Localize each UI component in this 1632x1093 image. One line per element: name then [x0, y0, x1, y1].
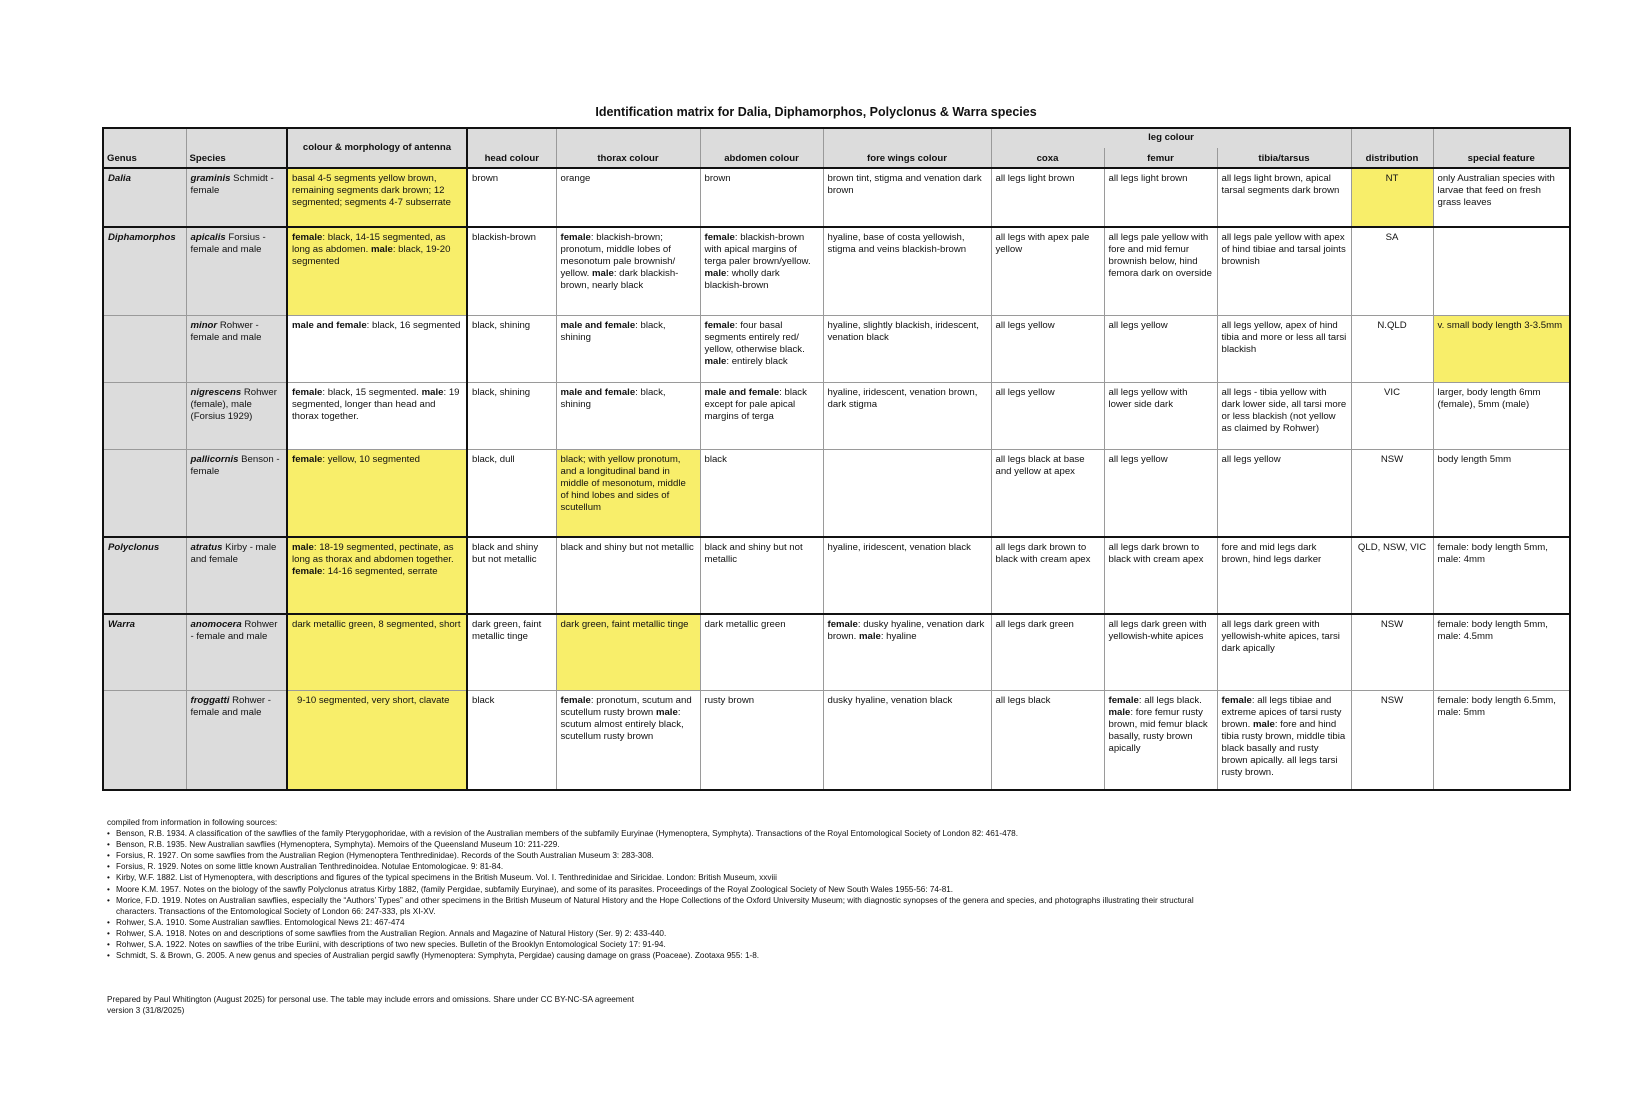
distribution-cell: NSW: [1351, 614, 1433, 690]
femur-cell: all legs dark brown to black with cream apex: [1104, 537, 1217, 614]
distribution-cell: NSW: [1351, 690, 1433, 790]
special-feature-cell: female: body length 5mm, male: 4.5mm: [1433, 614, 1570, 690]
forewings-cell: hyaline, iridescent, venation black: [823, 537, 991, 614]
antenna-cell: 9-10 segmented, very short, clavate: [287, 690, 467, 790]
tibia-cell: all legs pale yellow with apex of hind tibiae and tarsal joints brownish: [1217, 227, 1351, 315]
source-item: • Rohwer, S.A. 1922. Notes on sawflies of the tribe Euriini, with descriptions of two new species. Bulletin of the Brooklyn Entomological Society 17: 91-94.: [107, 939, 1207, 950]
sources-list: [107, 817, 1207, 961]
forewings-cell: hyaline, iridescent, venation brown, dark stigma: [823, 382, 991, 449]
special-feature-cell: [1433, 227, 1570, 315]
femur-cell: all legs light brown: [1104, 168, 1217, 227]
header-leg-colour: leg colour: [991, 128, 1351, 148]
species-cell: atratus Kirby - male and female: [186, 537, 287, 614]
coxa-cell: all legs dark brown to black with cream apex: [991, 537, 1104, 614]
thorax-cell: female: blackish-brown; pronotum, middle lobes of mesonotum pale brownish/ yellow. male: dark blackish-brown, nearly black: [556, 227, 700, 315]
special-feature-cell: body length 5mm: [1433, 449, 1570, 537]
header-antenna: colour & morphology of antenna: [287, 128, 467, 168]
table-row: [103, 168, 1570, 227]
tibia-cell: fore and mid legs dark brown, hind legs darker: [1217, 537, 1351, 614]
source-item: • Rohwer, S.A. 1910. Some Australian sawflies. Entomological News 21: 467-474: [107, 917, 1207, 928]
distribution-cell: NT: [1351, 168, 1433, 227]
forewings-cell: hyaline, base of costa yellowish, stigma and veins blackish-brown: [823, 227, 991, 315]
tibia-cell: all legs yellow: [1217, 449, 1351, 537]
genus-cell: Warra: [103, 614, 186, 690]
coxa-cell: all legs black at base and yellow at apex: [991, 449, 1104, 537]
species-cell: nigrescens Rohwer (female), male (Forsius 1929): [186, 382, 287, 449]
thorax-cell: black and shiny but not metallic: [556, 537, 700, 614]
forewings-cell: [823, 449, 991, 537]
abdomen-cell: female: four basal segments entirely red/ yellow, otherwise black. male: entirely black: [700, 315, 823, 382]
page-title: Identification matrix for Dalia, Diphamorphos, Polyclonus & Warra species: [595, 105, 1037, 119]
species-cell: anomocera Rohwer - female and male: [186, 614, 287, 690]
table-row: [103, 537, 1570, 614]
head-cell: black and shiny but not metallic: [467, 537, 556, 614]
table-row: [103, 614, 1570, 690]
antenna-cell: male and female: black, 16 segmented: [287, 315, 467, 382]
forewings-cell: female: dusky hyaline, venation dark brown. male: hyaline: [823, 614, 991, 690]
species-cell: minor Rohwer - female and male: [186, 315, 287, 382]
genus-cell: [103, 382, 186, 449]
distribution-cell: N.QLD: [1351, 315, 1433, 382]
distribution-cell: NSW: [1351, 449, 1433, 537]
thorax-cell: black; with yellow pronotum, and a longitudinal band in middle of mesonotum, middle of hind lobes and sides of scutellum: [556, 449, 700, 537]
footer: [107, 994, 634, 1016]
femur-cell: all legs pale yellow with fore and mid femur brownish below, hind femora dark on overside: [1104, 227, 1217, 315]
coxa-cell: all legs yellow: [991, 382, 1104, 449]
antenna-cell: female: black, 14-15 segmented, as long as abdomen. male: black, 19-20 segmented: [287, 227, 467, 315]
genus-cell: [103, 315, 186, 382]
header-femur: femur: [1104, 148, 1217, 168]
coxa-cell: all legs with apex pale yellow: [991, 227, 1104, 315]
forewings-cell: hyaline, slightly blackish, iridescent, venation black: [823, 315, 991, 382]
abdomen-cell: black: [700, 449, 823, 537]
antenna-cell: male: 18-19 segmented, pectinate, as long as thorax and abdomen together. female: 14-16 segmented, serrate: [287, 537, 467, 614]
source-item: • Schmidt, S. & Brown, G. 2005. A new genus and species of Australian pergid sawfly (Hymenoptera: Symphyta, Pergidae) causing damage on grass (Poaceae). Zootaxa 955: 1-8.: [107, 950, 1207, 961]
special-feature-cell: female: body length 5mm, male: 4mm: [1433, 537, 1570, 614]
table-row: [103, 690, 1570, 790]
tibia-cell: all legs dark green with yellowish-white apices, tarsi dark apically: [1217, 614, 1351, 690]
abdomen-cell: rusty brown: [700, 690, 823, 790]
head-cell: blackish-brown: [467, 227, 556, 315]
coxa-cell: all legs yellow: [991, 315, 1104, 382]
thorax-cell: dark green, faint metallic tinge: [556, 614, 700, 690]
source-item: • Kirby, W.F. 1882. List of Hymenoptera, with descriptions and figures of the typical specimens in the British Museum. Vol. I. Tenthredinidae and Siricidae. London: British Museum, xxviii: [107, 872, 1207, 883]
header-species: Species: [186, 128, 287, 168]
distribution-cell: VIC: [1351, 382, 1433, 449]
prepared-note: Prepared by Paul Whitington (August 2025) for personal use. The table may include errors and omissions. Share under CC BY-NC-SA agreement: [107, 995, 635, 1004]
abdomen-cell: female: blackish-brown with apical margins of terga paler brown/yellow. male: wholly dark blackish-brown: [700, 227, 823, 315]
abdomen-cell: brown: [700, 168, 823, 227]
header-distribution: distribution: [1351, 128, 1433, 168]
special-feature-cell: larger, body length 6mm (female), 5mm (male): [1433, 382, 1570, 449]
head-cell: black: [467, 690, 556, 790]
header-abdomen: abdomen colour: [700, 128, 823, 168]
genus-cell: Diphamorphos: [103, 227, 186, 315]
coxa-cell: all legs dark green: [991, 614, 1104, 690]
table-row: [103, 227, 1570, 315]
distribution-cell: QLD, NSW, VIC: [1351, 537, 1433, 614]
header-special-feature: special feature: [1433, 128, 1570, 168]
genus-cell: [103, 690, 186, 790]
header-genus: Genus: [103, 128, 186, 168]
species-cell: graminis Schmidt - female: [186, 168, 287, 227]
source-item: • Rohwer, S.A. 1918. Notes on and descriptions of some sawflies from the Australian Region. Annals and Magazine of Natural History (Ser. 9) 2: 433-440.: [107, 928, 1207, 939]
head-cell: brown: [467, 168, 556, 227]
thorax-cell: female: pronotum, scutum and scutellum rusty brown male: scutum almost entirely black, scutellum rusty brown: [556, 690, 700, 790]
antenna-cell: female: yellow, 10 segmented: [287, 449, 467, 537]
header-tibia: tibia/tarsus: [1217, 148, 1351, 168]
thorax-cell: male and female: black, shining: [556, 315, 700, 382]
special-feature-cell: only Australian species with larvae that feed on fresh grass leaves: [1433, 168, 1570, 227]
source-item: • Moore K.M. 1957. Notes on the biology of the sawfly Polyclonus atratus Kirby 1882, (family Pergidae, subfamily Euryinae), and some of its parasites. Proceedings of the Royal Zoological Society of New South Wales 1955-56: 74-81.: [107, 884, 1207, 895]
femur-cell: all legs yellow with lower side dark: [1104, 382, 1217, 449]
antenna-cell: dark metallic green, 8 segmented, short: [287, 614, 467, 690]
thorax-cell: orange: [556, 168, 700, 227]
genus-cell: Polyclonus: [103, 537, 186, 614]
table-row: [103, 382, 1570, 449]
special-feature-cell: female: body length 6.5mm, male: 5mm: [1433, 690, 1570, 790]
femur-cell: all legs yellow: [1104, 449, 1217, 537]
abdomen-cell: dark metallic green: [700, 614, 823, 690]
femur-cell: female: all legs black. male: fore femur rusty brown, mid femur black basally, rusty brown apically: [1104, 690, 1217, 790]
source-item: • Benson, R.B. 1935. New Australian sawflies (Hymenoptera, Symphyta). Memoirs of the Queensland Museum 10: 211-229.: [107, 839, 1207, 850]
tibia-cell: all legs light brown, apical tarsal segments dark brown: [1217, 168, 1351, 227]
distribution-cell: SA: [1351, 227, 1433, 315]
table-row: [103, 315, 1570, 382]
source-item: • Forsius, R. 1929. Notes on some little known Australian Tenthredinoidea. Notulae Entomologicae. 9: 81-84.: [107, 861, 1207, 872]
head-cell: black, shining: [467, 382, 556, 449]
tibia-cell: female: all legs tibiae and extreme apices of tarsi rusty brown. male: fore and hind tibia rusty brown, middle tibia black basally and rusty brown apically. all legs tarsi rusty brown.: [1217, 690, 1351, 790]
head-cell: black, dull: [467, 449, 556, 537]
antenna-cell: basal 4-5 segments yellow brown, remaining segments dark brown; 12 segmented; segments 4-7 subserrate: [287, 168, 467, 227]
head-cell: dark green, faint metallic tinge: [467, 614, 556, 690]
tibia-cell: all legs - tibia yellow with dark lower side, all tarsi more or less blackish (not yellow as claimed by Rohwer): [1217, 382, 1351, 449]
antenna-cell: female: black, 15 segmented. male: 19 segmented, longer than head and thorax together.: [287, 382, 467, 449]
head-cell: black, shining: [467, 315, 556, 382]
species-cell: froggatti Rohwer - female and male: [186, 690, 287, 790]
identification-matrix: [102, 127, 1571, 791]
species-cell: apicalis Forsius - female and male: [186, 227, 287, 315]
sources-intro: compiled from information in following sources:: [107, 818, 278, 827]
special-feature-cell: v. small body length 3-3.5mm: [1433, 315, 1570, 382]
source-item: • Forsius, R. 1927. On some sawflies from the Australian Region (Hymenoptera Tenthredinidae). Records of the South Australian Museum 3: 283-308.: [107, 850, 1207, 861]
genus-cell: Dalia: [103, 168, 186, 227]
femur-cell: all legs dark green with yellowish-white apices: [1104, 614, 1217, 690]
header-forewings: fore wings colour: [823, 128, 991, 168]
tibia-cell: all legs yellow, apex of hind tibia and more or less all tarsi blackish: [1217, 315, 1351, 382]
coxa-cell: all legs black: [991, 690, 1104, 790]
species-cell: pallicornis Benson - female: [186, 449, 287, 537]
abdomen-cell: male and female: black except for pale apical margins of terga: [700, 382, 823, 449]
forewings-cell: brown tint, stigma and venation dark brown: [823, 168, 991, 227]
source-item: • Morice, F.D. 1919. Notes on Australian sawflies, especially the “Authors’ Types” and other specimens in the British Museum of Natural History and the Hope Collections of the Oxford University Museum; with diagnostic synopses of the genera and species, and photographs illustrating their structural characters. Transactions of the Entomological Society of London 66: 247-333, pls XI-XV.: [107, 895, 1207, 917]
version-note: version 3 (31/8/2025): [107, 1006, 185, 1016]
header-head: head colour: [467, 128, 556, 168]
forewings-cell: dusky hyaline, venation black: [823, 690, 991, 790]
thorax-cell: male and female: black, shining: [556, 382, 700, 449]
source-item: • Benson, R.B. 1934. A classification of the sawflies of the family Pterygophoridae, with a revision of the Australian members of the subfamily Euryinae (Hymenoptera, Symphyta). Transactions of the Royal Entomological Society of London 82: 461-478.: [107, 828, 1207, 839]
header-thorax: thorax colour: [556, 128, 700, 168]
genus-cell: [103, 449, 186, 537]
femur-cell: all legs yellow: [1104, 315, 1217, 382]
header-coxa: coxa: [991, 148, 1104, 168]
table-row: [103, 449, 1570, 537]
coxa-cell: all legs light brown: [991, 168, 1104, 227]
abdomen-cell: black and shiny but not metallic: [700, 537, 823, 614]
